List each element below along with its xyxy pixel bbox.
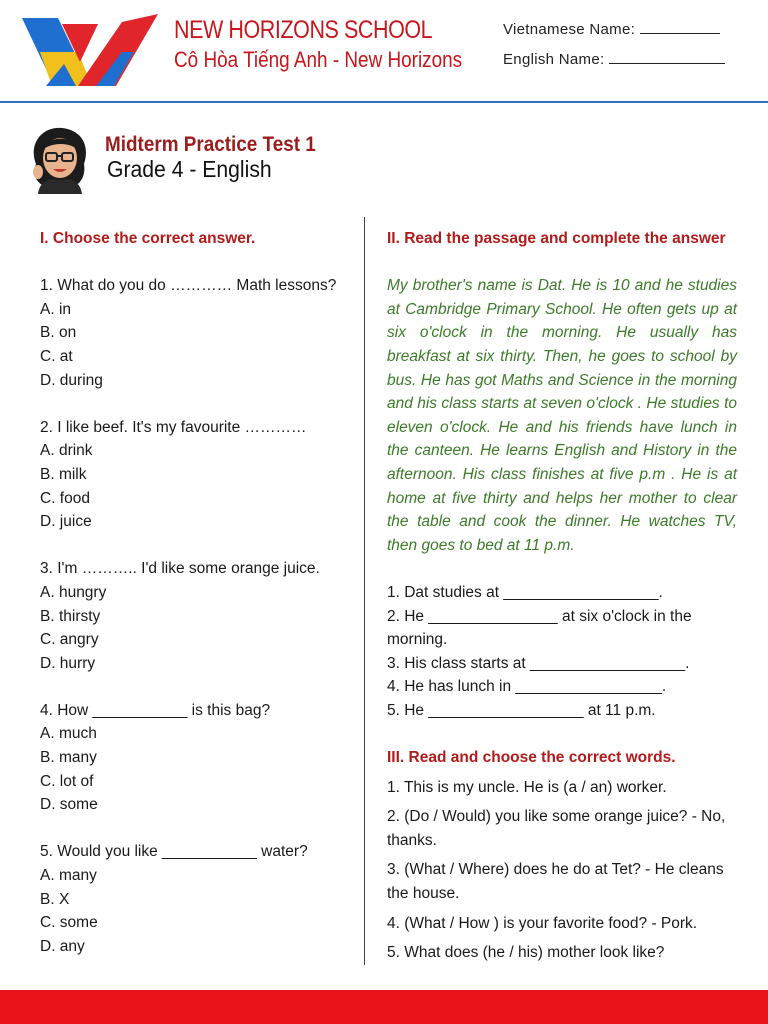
- question-5-option-b[interactable]: B. X: [40, 890, 70, 908]
- question-1-option-c[interactable]: C. at: [40, 347, 73, 365]
- english-name-label: English Name:: [503, 51, 605, 68]
- english-name-blank[interactable]: [609, 62, 725, 64]
- question-1-option-d[interactable]: D. during: [40, 371, 103, 389]
- column-divider: [364, 217, 365, 965]
- question-2-option-a[interactable]: A. drink: [40, 442, 93, 460]
- completion-item-2[interactable]: 2. He _______________ at six o'clock in the morning.: [387, 607, 692, 649]
- question-3-option-b[interactable]: B. thirsty: [40, 607, 101, 625]
- question-5: 5. Would you like ___________ water?: [40, 843, 308, 861]
- section-2: [387, 227, 737, 971]
- choice-item-3[interactable]: 3. (What / Where) does he do at Tet? - He cleans the house.: [387, 861, 724, 903]
- question-2-option-c[interactable]: C. food: [40, 489, 90, 507]
- choice-item-4[interactable]: 4. (What / How ) is your favorite food? - Pork.: [387, 914, 698, 932]
- section-2-heading: II. Read the passage and complete the answer: [387, 230, 726, 247]
- question-3-option-c[interactable]: C. angry: [40, 631, 99, 649]
- question-5-option-a[interactable]: A. many: [40, 867, 97, 885]
- reading-passage: My brother's name is Dat. He is 10 and he studies at Cambridge Primary School. He often gets up at six o'clock in the morning. He usually has breakfast at six thirty. Then, he goes to school by bus. He has got Maths and Science in the morning and his class starts at seven o'clock . He studies to eleven o'clock. He and his friends have lunch in the canteen. He learns English and History in the afternoon. His class finishes at five p.m . He is at home at five thirty and helps her mother to clear the table and cook the dinner. He watches TV, then goes to bed at 11 p.m.: [387, 277, 737, 554]
- question-4-option-c[interactable]: C. lot of: [40, 772, 94, 790]
- choice-item-5[interactable]: 5. What does (he / his) mother look like?: [387, 944, 665, 962]
- question-4-option-d[interactable]: D. some: [40, 796, 98, 814]
- question-2-option-b[interactable]: B. milk: [40, 465, 87, 483]
- section-1-heading: I. Choose the correct answer.: [40, 230, 256, 247]
- question-1: 1. What do you do ………… Math lessons?: [40, 277, 337, 295]
- choice-item-2[interactable]: 2. (Do / Would) you like some orange juice? - No, thanks.: [387, 808, 726, 849]
- question-3-option-a[interactable]: A. hungry: [40, 583, 107, 601]
- question-1-option-a[interactable]: A. in: [40, 300, 72, 318]
- grade-label: Grade 4 - English: [107, 156, 272, 182]
- choice-item-1[interactable]: 1. This is my uncle. He is (a / an) worker.: [387, 778, 667, 796]
- question-5-option-d[interactable]: D. any: [40, 937, 85, 955]
- vietnamese-name-blank[interactable]: [640, 32, 720, 34]
- question-4-option-a[interactable]: A. much: [40, 725, 97, 743]
- section-1: [40, 227, 350, 958]
- page-header: [0, 0, 768, 103]
- completion-item-5[interactable]: 5. He __________________ at 11 p.m.: [387, 701, 656, 719]
- footer-bar: [0, 990, 768, 1024]
- vietnamese-name-label: Vietnamese Name:: [503, 21, 636, 38]
- test-title: Midterm Practice Test 1: [105, 133, 316, 156]
- section-3-heading: III. Read and choose the correct words.: [387, 749, 676, 767]
- teacher-avatar: [24, 124, 94, 194]
- question-1-option-b[interactable]: B. on: [40, 324, 77, 342]
- completion-item-3[interactable]: 3. His class starts at __________________.: [387, 654, 690, 672]
- question-2: 2. I like beef. It's my favourite …………: [40, 418, 307, 436]
- question-3: 3. I'm ……….. I'd like some orange juice.: [40, 560, 320, 578]
- question-5-option-c[interactable]: C. some: [40, 914, 98, 932]
- question-3-option-d[interactable]: D. hurry: [40, 654, 96, 672]
- question-4-option-b[interactable]: B. many: [40, 749, 97, 767]
- vietnamese-name-field[interactable]: [503, 21, 720, 38]
- question-2-option-d[interactable]: D. juice: [40, 513, 92, 531]
- completion-item-1[interactable]: 1. Dat studies at __________________.: [387, 583, 663, 601]
- school-name: NEW HORIZONS SCHOOL: [174, 16, 433, 44]
- question-4: 4. How ___________ is this bag?: [40, 701, 271, 719]
- school-subtitle: Cô Hòa Tiếng Anh - New Horizons: [174, 47, 463, 72]
- school-logo: [18, 12, 160, 88]
- completion-item-4[interactable]: 4. He has lunch in _________________.: [387, 678, 667, 696]
- english-name-field[interactable]: [503, 51, 725, 68]
